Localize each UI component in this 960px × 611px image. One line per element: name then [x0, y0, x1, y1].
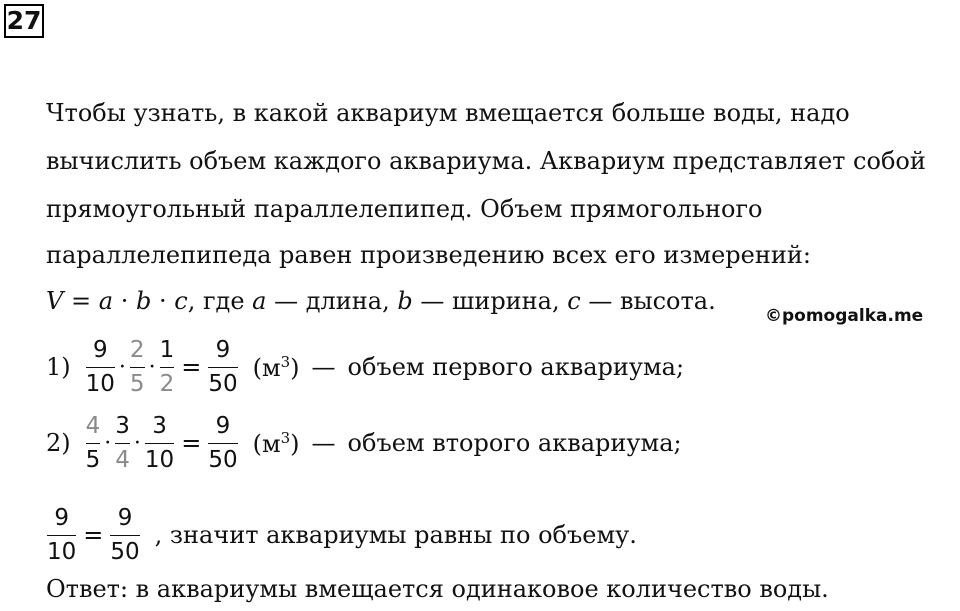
fraction-numerator: 9 [54, 505, 69, 531]
fraction-bar [47, 535, 76, 536]
intro-line-2: вычислить объем каждого аквариума. Аквариум представляет собой [46, 147, 926, 175]
fraction-bar [130, 367, 145, 368]
formula-c-desc: — высота. [588, 287, 716, 315]
fraction-denominator: 10 [47, 539, 77, 565]
fraction-denominator: 50 [110, 539, 140, 565]
fraction-numerator: 3 [115, 413, 130, 439]
formula-dot-1: · [120, 287, 129, 315]
step-2-row [46, 398, 682, 488]
watermark: ©pomogalka.me [765, 306, 924, 326]
step-2-fraction-2 [115, 413, 130, 473]
intro-line-1: Чтобы узнать, в какой аквариум вмещается больше воды, надо [46, 99, 850, 127]
compare-text: , значит аквариумы равны по объему. [154, 521, 637, 549]
compare-right-fraction [110, 505, 139, 565]
step-1-fraction-1 [86, 337, 115, 397]
step-2-result [208, 413, 237, 473]
multiply-dot: · [148, 354, 156, 380]
formula-a-desc: — длина, [274, 287, 390, 315]
fraction-numerator: 9 [215, 413, 231, 439]
fraction-bar [160, 367, 175, 368]
fraction-numerator: 3 [152, 413, 167, 439]
step-2-fraction-3 [145, 413, 174, 473]
step-2-unit: $(м^3)$ [252, 428, 300, 458]
fraction-denominator: 10 [85, 371, 115, 397]
equals-sign: = [83, 521, 104, 549]
fraction-bar [145, 443, 174, 444]
formula-dot-2: · [158, 287, 167, 315]
answer-line: Ответ: в аквариумы вмещается одинаковое количество воды. [46, 575, 829, 603]
task-number: 27 [4, 4, 44, 38]
fraction-bar [86, 443, 101, 444]
formula-a-var: a [252, 287, 267, 315]
step-2-dash: — [311, 429, 336, 457]
formula-b-var: b [397, 287, 413, 315]
compare-left-fraction [47, 505, 76, 565]
fraction-bar [115, 443, 130, 444]
fraction-denominator: 50 [208, 447, 238, 473]
fraction-denominator: 2 [159, 371, 175, 397]
fraction-numerator: 9 [215, 337, 231, 363]
equals-sign: = [181, 353, 202, 381]
fraction-numerator: 9 [117, 505, 133, 531]
fraction-numerator: 9 [92, 337, 108, 363]
step-2-fraction-1 [86, 413, 101, 473]
fraction-denominator: 5 [129, 371, 145, 397]
volume-formula [46, 286, 716, 316]
formula-where: , где [187, 287, 245, 315]
intro-line-3: прямоугольный параллелепипед. Объем прямогольного [46, 195, 763, 223]
multiply-dot: · [104, 430, 112, 456]
formula-b: b [135, 287, 152, 315]
comparison-row [44, 490, 637, 580]
fraction-bar [110, 535, 139, 536]
multiply-dot: · [118, 354, 126, 380]
formula-a: a [98, 287, 114, 315]
step-1-label: 1) [46, 353, 71, 381]
fraction-bar [208, 443, 237, 444]
step-2-label: 2) [46, 429, 71, 457]
fraction-denominator: 5 [85, 447, 101, 473]
fraction-denominator: 50 [208, 371, 238, 397]
step-1-result [208, 337, 237, 397]
fraction-bar [86, 367, 115, 368]
fraction-bar [208, 367, 237, 368]
formula-v: V [46, 287, 64, 315]
fraction-numerator: 1 [159, 337, 175, 363]
fraction-numerator: 2 [129, 337, 145, 363]
formula-c-var: c [567, 287, 581, 315]
step-1-dash: — [311, 353, 336, 381]
step-1-text: объем первого аквариума; [347, 353, 685, 381]
equals-sign: = [181, 429, 202, 457]
step-1-fraction-2 [130, 337, 145, 397]
fraction-denominator: 10 [144, 447, 175, 473]
formula-eq: = [70, 287, 92, 315]
formula-c: c [174, 287, 188, 315]
formula-b-desc: — ширина, [420, 287, 560, 315]
multiply-dot: · [133, 430, 141, 456]
fraction-denominator: 4 [115, 447, 130, 473]
step-1-unit: $(м^3)$ [252, 352, 300, 382]
step-1-fraction-3 [160, 337, 175, 397]
intro-line-4: параллелепипеда равен произведению всех его измерений: [46, 241, 811, 269]
fraction-numerator: 4 [85, 413, 101, 439]
step-2-text: объем второго аквариума; [347, 429, 682, 457]
